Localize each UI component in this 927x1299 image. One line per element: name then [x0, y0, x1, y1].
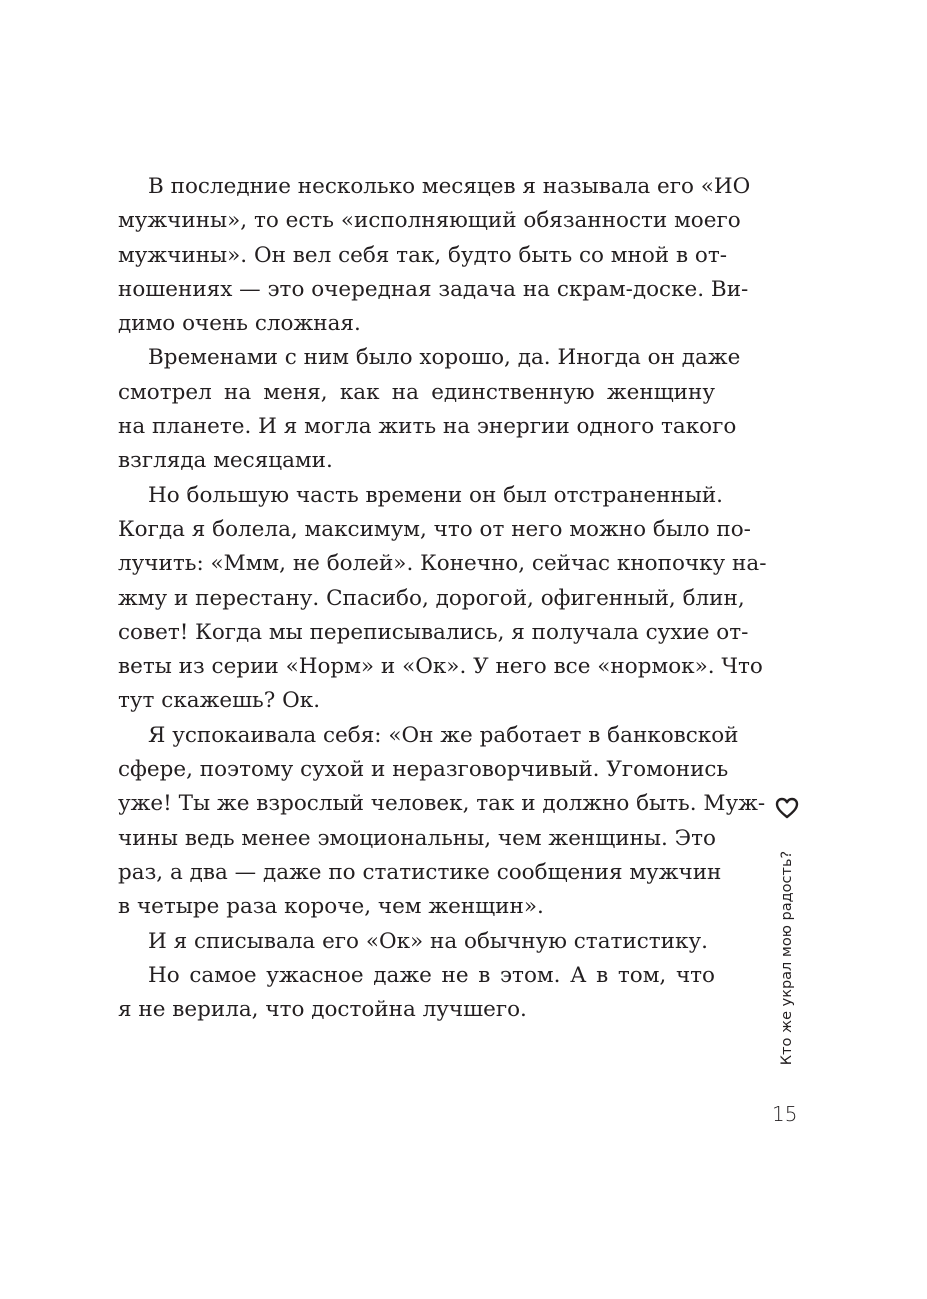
text-line: Но большую часть времени он был отстраненный. [148, 482, 724, 508]
text-line: смотрел на меня, как на единственную женщину [118, 379, 715, 405]
text-line: Я успокаивала себя: «Он же работает в банковской [148, 722, 739, 748]
text-line: димо очень сложная. [118, 311, 361, 337]
text-line: В последние несколько месяцев я называла его «ИО [148, 174, 751, 199]
text-line: совет! Когда мы переписывались, я получала сухие от- [118, 619, 749, 645]
text-line: в четыре раза короче, чем женщин». [118, 894, 544, 920]
text-line: Временами с ним было хорошо, да. Иногда он даже [148, 345, 741, 371]
text-line: ношениях — это очередная задача на скрам-доске. Ви- [118, 276, 749, 302]
page-number: 15 [772, 1102, 798, 1126]
text-line: на планете. И я могла жить на энергии одного такого [118, 414, 737, 440]
text-line: И я списывала его «Ок» на обычную статистику. [148, 928, 708, 954]
text-line: сфере, поэтому сухой и неразговорчивый. Угомонись [118, 757, 729, 783]
paragraph [118, 479, 767, 719]
text-line: уже! Ты же взрослый человек, так и должно быть. Муж- [118, 791, 766, 817]
paragraph [118, 925, 715, 959]
text-line: тут скажешь? Ок. [118, 688, 321, 714]
body-text [118, 170, 767, 1027]
heart-icon [775, 797, 799, 819]
paragraph [118, 170, 751, 341]
text-line: я не верила, что достойна лучшего. [118, 997, 527, 1023]
paragraph [118, 341, 741, 478]
text-line: Но самое ужасное даже не в этом. А в том, что [148, 962, 715, 988]
text-line: чины ведь менее эмоциональны, чем женщины. Это [118, 825, 716, 851]
running-title: Кто же украл мою радость? [779, 850, 795, 1066]
text-line: раз, а два — даже по статистике сообщения мужчин [118, 859, 722, 885]
text-line: мужчины», то есть «исполняющий обязанности моего [118, 208, 741, 234]
paragraph [118, 959, 715, 1028]
text-line: лучить: «Ммм, не болей». Конечно, сейчас кнопочку на- [118, 551, 767, 577]
text-line: Когда я болела, максимум, что от него можно было по- [118, 516, 751, 542]
text-line: веты из серии «Норм» и «Ок». У него все «нормок». Что [118, 654, 763, 680]
text-line: взгляда месяцами. [118, 448, 333, 474]
text-line: жму и перестану. Спасибо, дорогой, офигенный, блин, [118, 585, 745, 611]
paragraph [118, 719, 766, 925]
text-line: мужчины». Он вел себя так, будто быть со мной в от- [118, 242, 728, 268]
